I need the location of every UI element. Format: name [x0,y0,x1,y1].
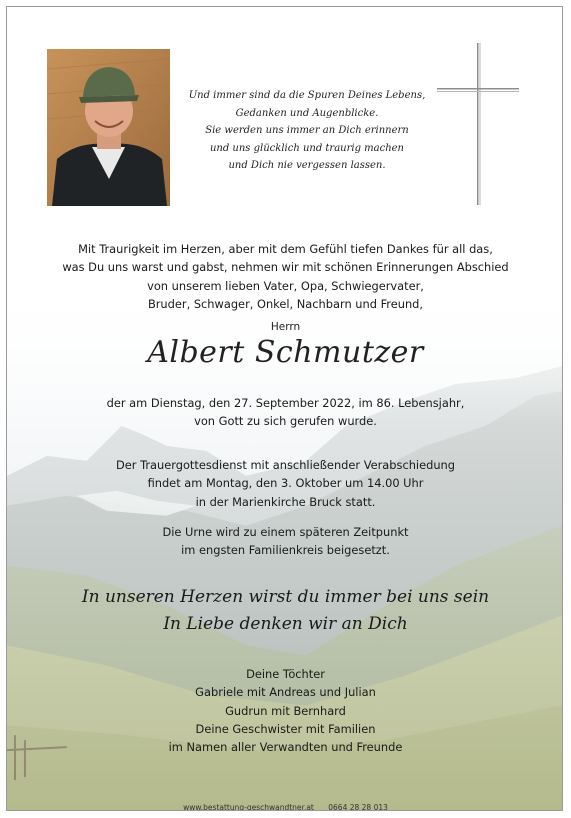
intro-line: Mit Traurigkeit im Herzen, aber mit dem Gefühl tiefen Dankes für all das, [78,242,493,256]
salutation: Herrn [270,321,301,333]
verse-poem [182,87,432,175]
urn-line: Die Urne wird zu einem späteren Zeitpunkt [162,525,409,539]
intro-line: was Du uns warst und gabst, nehmen wir mit schönen Erinnerungen Abschied [62,260,509,275]
urn-line: im engsten Familienkreis beigesetzt. [181,543,390,558]
memorial-quote [47,584,524,638]
family-list [47,665,524,756]
intro-line: von unserem lieben Vater, Opa, Schwiegervater, [147,278,424,293]
death-line: von Gott zu sich gerufen wurde. [194,414,377,429]
verse-line: und Dich nie vergessen lassen. [228,160,386,171]
verse-line: Sie werden uns immer an Dich erinnern [205,125,409,136]
family-line: Deine Töchter [246,667,325,681]
cross-icon [437,43,519,205]
footer-website[interactable]: www.bestattung-geschwandtner.at [183,803,314,811]
verse-line: Gedanken und Augenblicke. [235,107,379,119]
quote-line: In unseren Herzen wirst du immer bei uns sein [81,587,490,607]
family-line: Deine Geschwister mit Familien [195,721,376,736]
verse-line: und uns glücklich und traurig machen [209,142,405,154]
intro-line: Bruder, Schwager, Onkel, Nachbarn und Freund, [147,296,424,311]
urn-info [47,523,524,560]
deceased-name: Albert Schmutzer [147,335,424,370]
family-line: Gudrun mit Bernhard [225,703,346,718]
family-line: Gabriele mit Andreas und Julian [195,685,376,700]
footer-phone: 0664 28 28 013 [328,803,388,811]
service-line: Der Trauergottesdienst mit anschließender Verabschiedung [116,458,455,472]
death-line: der am Dienstag, den 27. September 2022, im 86. Lebensjahr, [106,396,465,410]
service-info [47,456,524,511]
family-line: im Namen aller Verwandten und Freunde [168,740,403,755]
verse-line: Und immer sind da die Spuren Deines Lebens, [188,90,426,101]
service-line: findet am Montag, den 3. Oktober um 14.00 Uhr [147,476,424,491]
intro-text [47,240,524,313]
parte-card [6,6,563,811]
portrait-photo [47,49,170,206]
death-notice [47,394,524,431]
service-line: in der Marienkirche Bruck statt. [195,494,376,509]
quote-line: In Liebe denken wir an Dich [163,614,408,634]
footer [7,803,563,811]
